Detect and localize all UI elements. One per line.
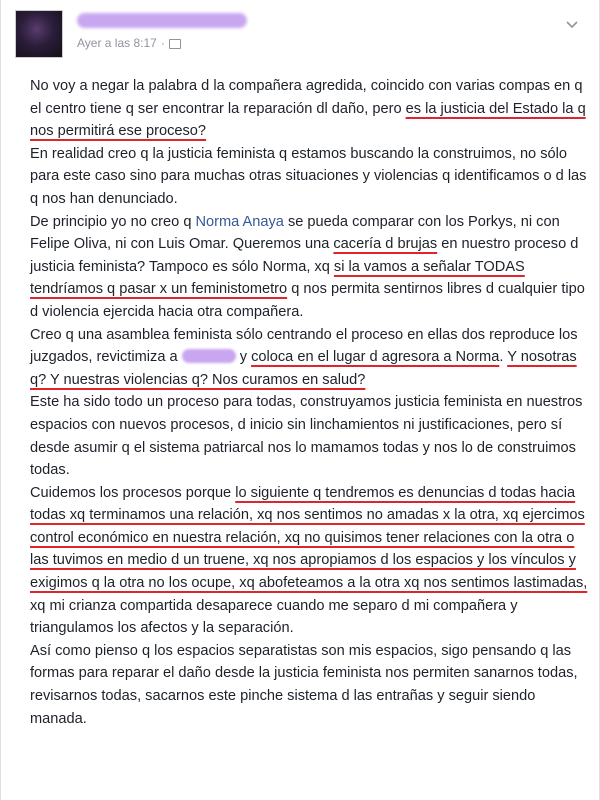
text-span: q nos permita sentirnos libres d cualquier tipo d violencia ejercida hacia otra compañera.	[30, 281, 585, 320]
post-meta	[77, 36, 181, 50]
paragraph-7: Así como pienso q los espacios separatistas son mis espacios, sigo pensando q las formas para reparar el daño desde la justicia feminista nos permiten sanarnos todas, revisarnos todas, sacarnos este pinche sistema d las entrañas y seguir siendo manada.	[30, 642, 578, 727]
underlined-text: es la justicia del Estado la q nos permitirá ese proceso?	[30, 100, 586, 140]
text-span: No voy a negar la palabra d la compañera agredida, coincido con varias compas en q el centro tiene q ser encontrar la reparación dl daño, pero	[30, 78, 583, 117]
text-span: De principio yo no creo q	[30, 213, 196, 230]
paragraph-3	[30, 211, 590, 324]
post-body	[30, 75, 590, 730]
underlined-text: Y nosotras q? Y nuestras violencias q? Nos curamos en salud?	[30, 349, 577, 388]
post-timestamp[interactable]: Ayer a las 8:17	[77, 36, 157, 50]
post-header	[15, 10, 585, 56]
text-span: se pueda comparar con los Porkys, ni con Felipe Oliva, ni con Luis Omar. Queremos una	[30, 213, 560, 253]
underlined-text: lo siguiente q tendremos es denuncias d todas hacia todas xq terminamos una relación, xq nos sentimos no amadas x la otra, xq ejercimos control económico en nuestra relación, xq no quisimos tener relaciones con la otra o las tuvimos en medio d un truene, xq nos apropiamos d los espacios y los vínculos y exigimos q la otra no los ocupe, xq abofeteamos a la otra xq nos sentimos lastimadas,	[30, 484, 588, 592]
paragraph-1	[30, 75, 590, 143]
author-name-redacted[interactable]	[77, 13, 247, 28]
underlined-text: cacería d brujas	[333, 236, 438, 253]
paragraph-4	[30, 324, 590, 392]
mention-link[interactable]: Norma Anaya	[195, 213, 284, 230]
lock-icon[interactable]	[169, 39, 181, 49]
meta-separator: ·	[160, 36, 165, 50]
redacted-mention[interactable]	[182, 349, 236, 363]
paragraph-2: En realidad creo q la justicia feminista q estamos buscando la construimos, no sólo para este caso sino para muchas otras situaciones y violencias q identificamos o d las q nos han denunciado.	[30, 145, 587, 207]
text-span: xq mi crianza compartida desaparece cuando me separo d mi compañera y triangulamos los afectos y la separación.	[30, 597, 518, 637]
paragraph-6	[30, 482, 590, 640]
text-span: Creo q una asamblea feminista sólo centrando el proceso en ellas dos reproduce los juzgados, revictimiza a	[30, 326, 578, 366]
paragraph-5: Este ha sido todo un proceso para todas, construyamos justicia feminista en nuestros espacios con nuevos procesos, d inicio sin linchamientos ni justificaciones, pero sí desde asumir q el sistema patriarcal nos lo mamamos todas y nos lo de construimos todas.	[30, 394, 583, 479]
underlined-text: coloca en el lugar d agresora a Norma	[251, 349, 500, 366]
text-span: y	[235, 349, 252, 366]
text-span: .	[499, 349, 508, 366]
text-span: en nuestro proceso d justicia feminista? Tampoco es sólo Norma, xq	[30, 236, 579, 275]
avatar[interactable]	[15, 10, 63, 58]
text-span: Cuidemos los procesos porque	[30, 484, 236, 501]
chevron-down-icon[interactable]	[563, 16, 581, 34]
underlined-text: si la vamos a señalar TODAS tendríamos q pasar x un feministometro	[30, 258, 525, 298]
